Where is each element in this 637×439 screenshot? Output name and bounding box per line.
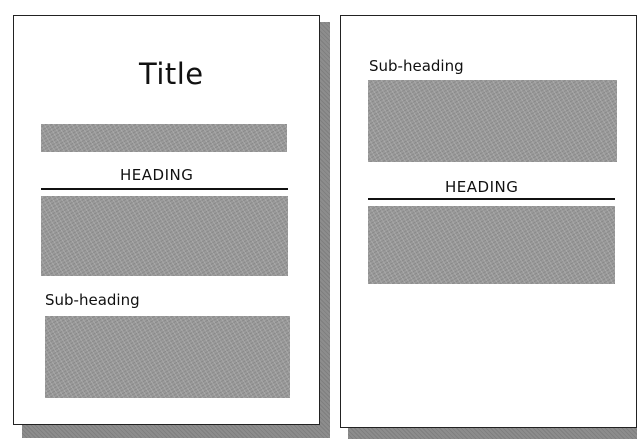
title-text-block (41, 124, 287, 152)
subheading-text-block (45, 316, 290, 398)
right-page (340, 15, 637, 428)
right-subheading-text-block (368, 80, 617, 162)
left-subheading: Sub-heading (45, 291, 140, 309)
left-page (13, 15, 320, 425)
left-heading-rule (41, 188, 288, 190)
page-title: Title (139, 57, 204, 91)
heading-text-block (41, 196, 288, 276)
right-subheading: Sub-heading (369, 57, 464, 75)
right-heading-rule (368, 198, 615, 200)
right-heading: HEADING (445, 178, 519, 196)
right-heading-text-block (368, 206, 615, 284)
left-heading: HEADING (120, 166, 194, 184)
